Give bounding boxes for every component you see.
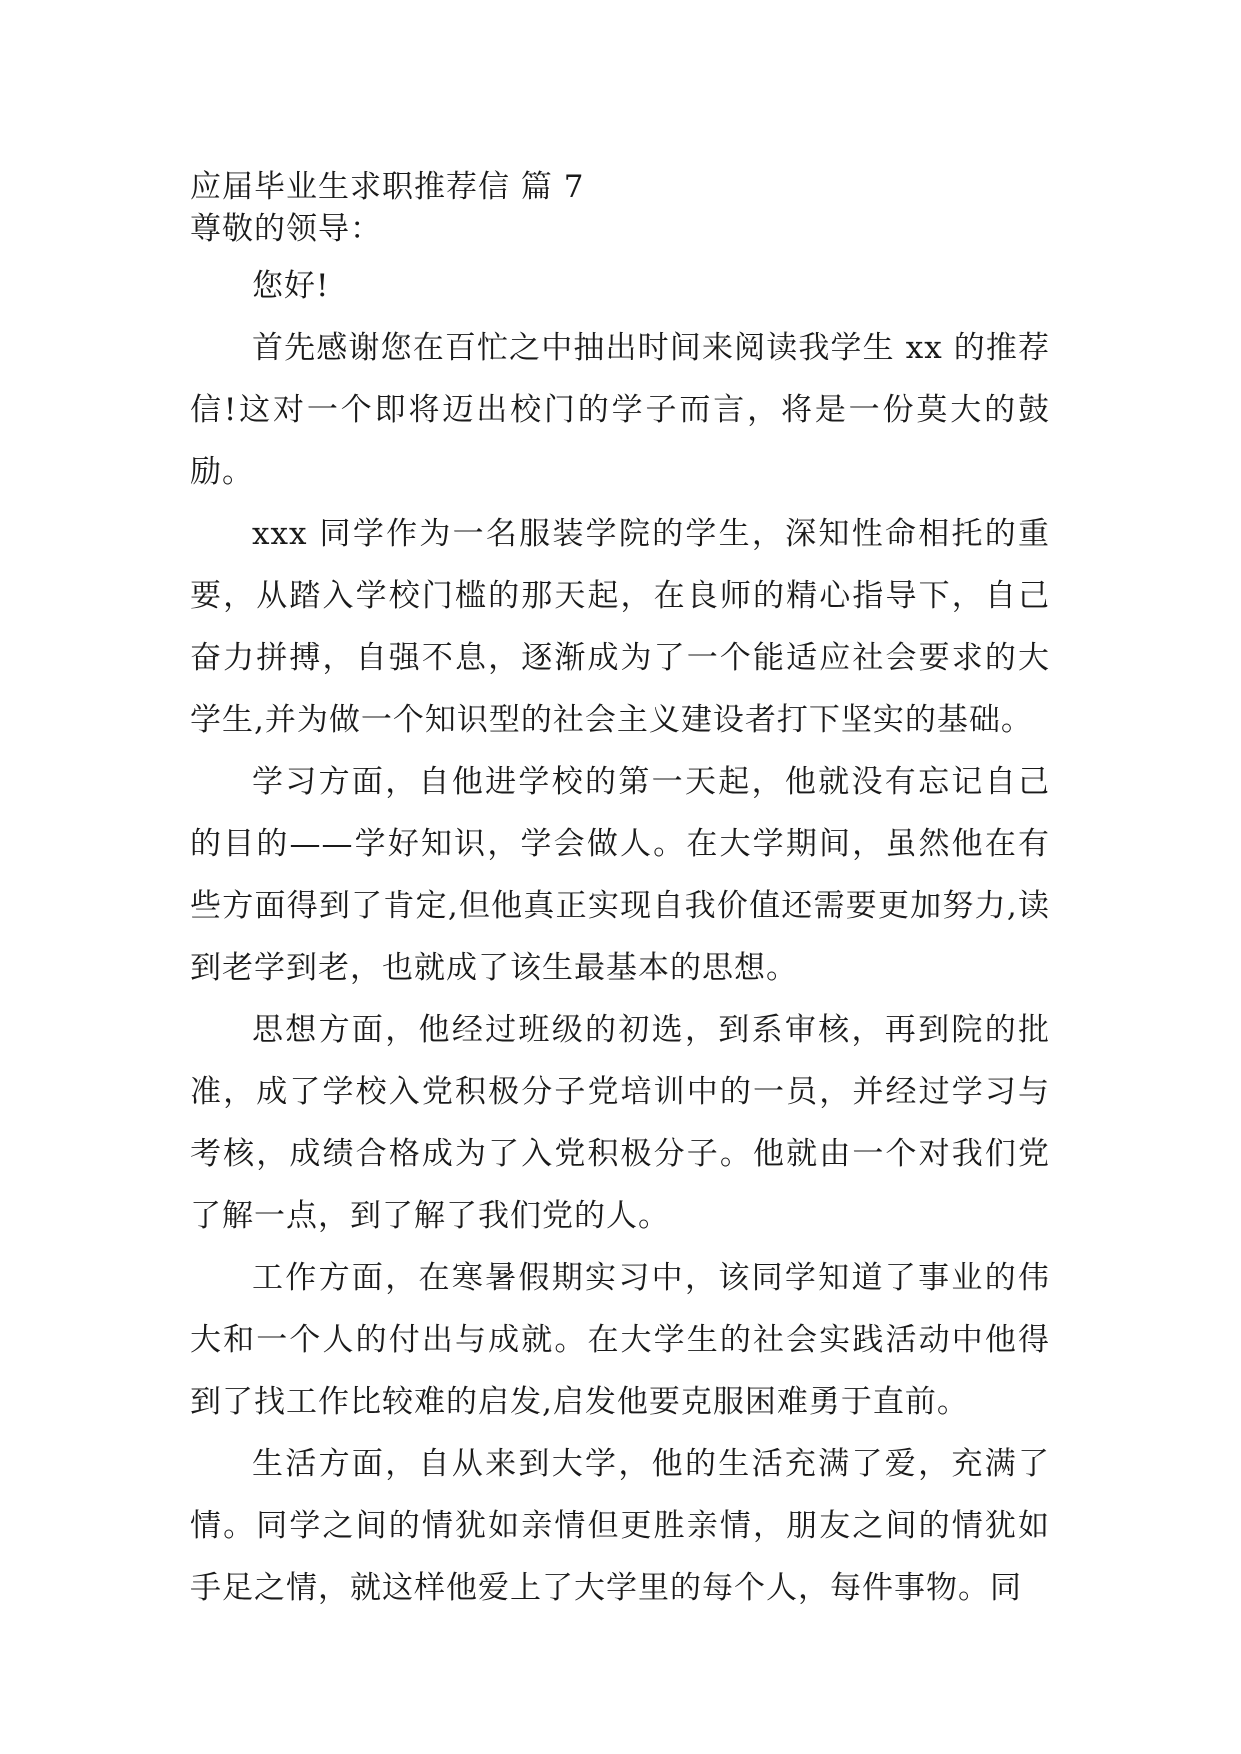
document-title: 应届毕业生求职推荐信 篇 7 <box>190 169 585 205</box>
paragraph-greeting: 您好! <box>252 268 330 304</box>
salutation: 尊敬的领导： <box>190 211 382 247</box>
paragraph-life: 生活方面，自从来到大学，他的生活充满了爱，充满了情。同学之间的情犹如亲情但更胜亲情，朋友之间的情犹如手足之情，就这样他爱上了大学里的每个人，每件事物。同 <box>190 1446 1050 1606</box>
letter-body <box>190 255 1050 1619</box>
paragraph-overview: xxx 同学作为一名服装学院的学生，深知性命相托的重要，从踏入学校门槛的那天起，在良师的精心指导下，自己奋力拼搏，自强不息，逐渐成为了一个能适应社会要求的大学生,并为做一个知识型的社会主义建设者打下坚实的基础。 <box>190 516 1050 738</box>
paragraph-work: 工作方面，在寒暑假期实习中，该同学知道了事业的伟大和一个人的付出与成就。在大学生的社会实践活动中他得到了找工作比较难的启发,启发他要克服困难勇于直前。 <box>190 1260 1050 1420</box>
paragraph-intro: 首先感谢您在百忙之中抽出时间来阅读我学生 xx 的推荐信!这对一个即将迈出校门的学子而言，将是一份莫大的鼓励。 <box>190 330 1050 490</box>
paragraph-study: 学习方面，自他进学校的第一天起，他就没有忘记自己的目的——学好知识，学会做人。在大学期间，虽然他在有些方面得到了肯定,但他真正实现自我价值还需要更加努力,读到老学到老，也就成了该生最基本的思想。 <box>190 764 1050 986</box>
paragraph-ideology: 思想方面，他经过班级的初选，到系审核，再到院的批准，成了学校入党积极分子党培训中的一员，并经过学习与考核，成绩合格成为了入党积极分子。他就由一个对我们党了解一点，到了解了我们党的人。 <box>190 1012 1050 1234</box>
